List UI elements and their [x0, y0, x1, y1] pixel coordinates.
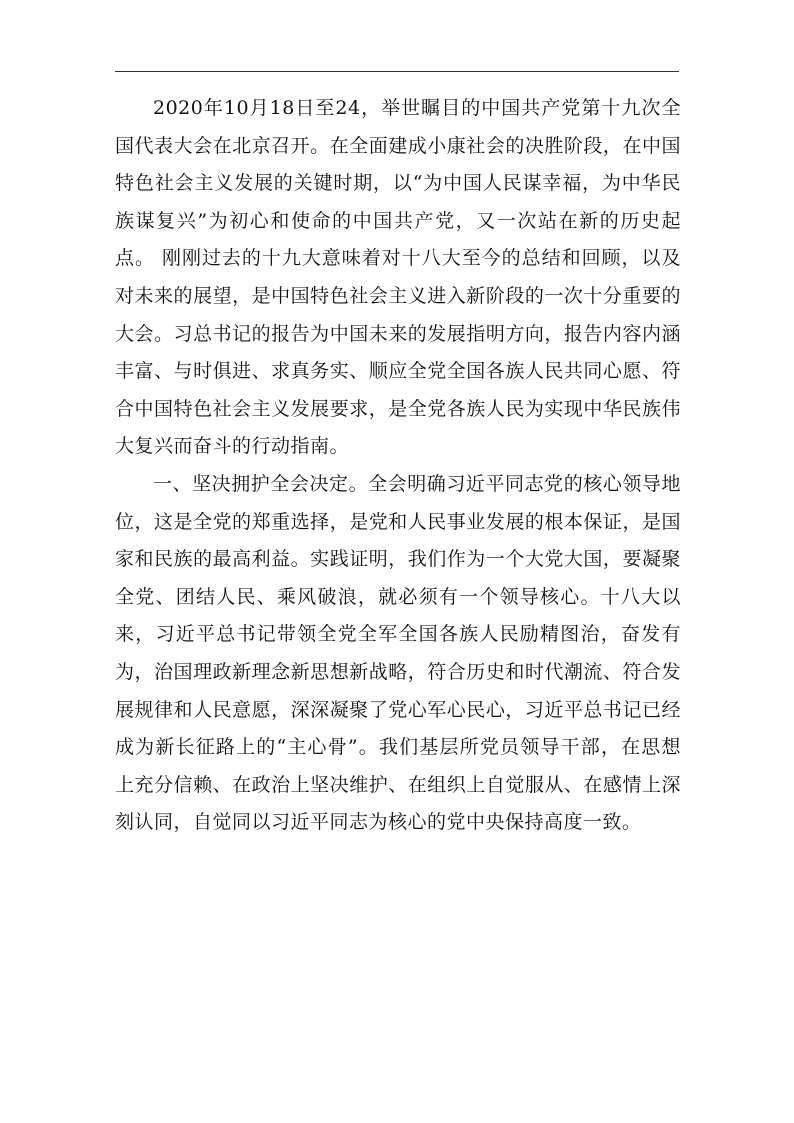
header-rule [115, 71, 679, 72]
paragraph-intro: 2020年10月18日至24，举世瞩目的中国共产党第十九次全国代表大会在北京召开。在全面建成小康社会的决胜阶段，在中国特色社会主义发展的关键时期，以“为中国人民谋幸福，为中华民族谋复兴”为初心和使命的中国共产党，又一次站在新的历史起点。 刚刚过去的十九大意味着对十八大至今的总结和回顾，以及对未来的展望，是中国特色社会主义进入新阶段的一次十分重要的大会。习总书记的报告为中国未来的发展指明方向，报告内容内涵丰富、与时俱进、求真务实、顺应全党全国各族人民共同心愿、符合中国特色社会主义发展要求，是全党各族人民为实现中华民族伟大复兴而奋斗的行动指南。 [115, 97, 681, 458]
document-body [115, 90, 681, 842]
paragraph-section-one: 一、坚决拥护全会决定。全会明确习近平同志党的核心领导地位，这是全党的郑重选择，是党和人民事业发展的根本保证，是国家和民族的最高利益。实践证明，我们作为一个大党大国，要凝聚全党、团结人民、乘风破浪，就必须有一个领导核心。十八大以来，习近平总书记带领全党全军全国各族人民励精图治，奋发有为，治国理政新理念新思想新战略，符合历史和时代潮流、符合发展规律和人民意愿，深深凝聚了党心军心民心，习近平总书记已经成为新长征路上的“主心骨”。我们基层所党员领导干部，在思想上充分信赖、在政治上坚决维护、在组织上自觉服从、在感情上深刻认同，自觉同以习近平同志为核心的党中央保持高度一致。 [115, 472, 681, 834]
